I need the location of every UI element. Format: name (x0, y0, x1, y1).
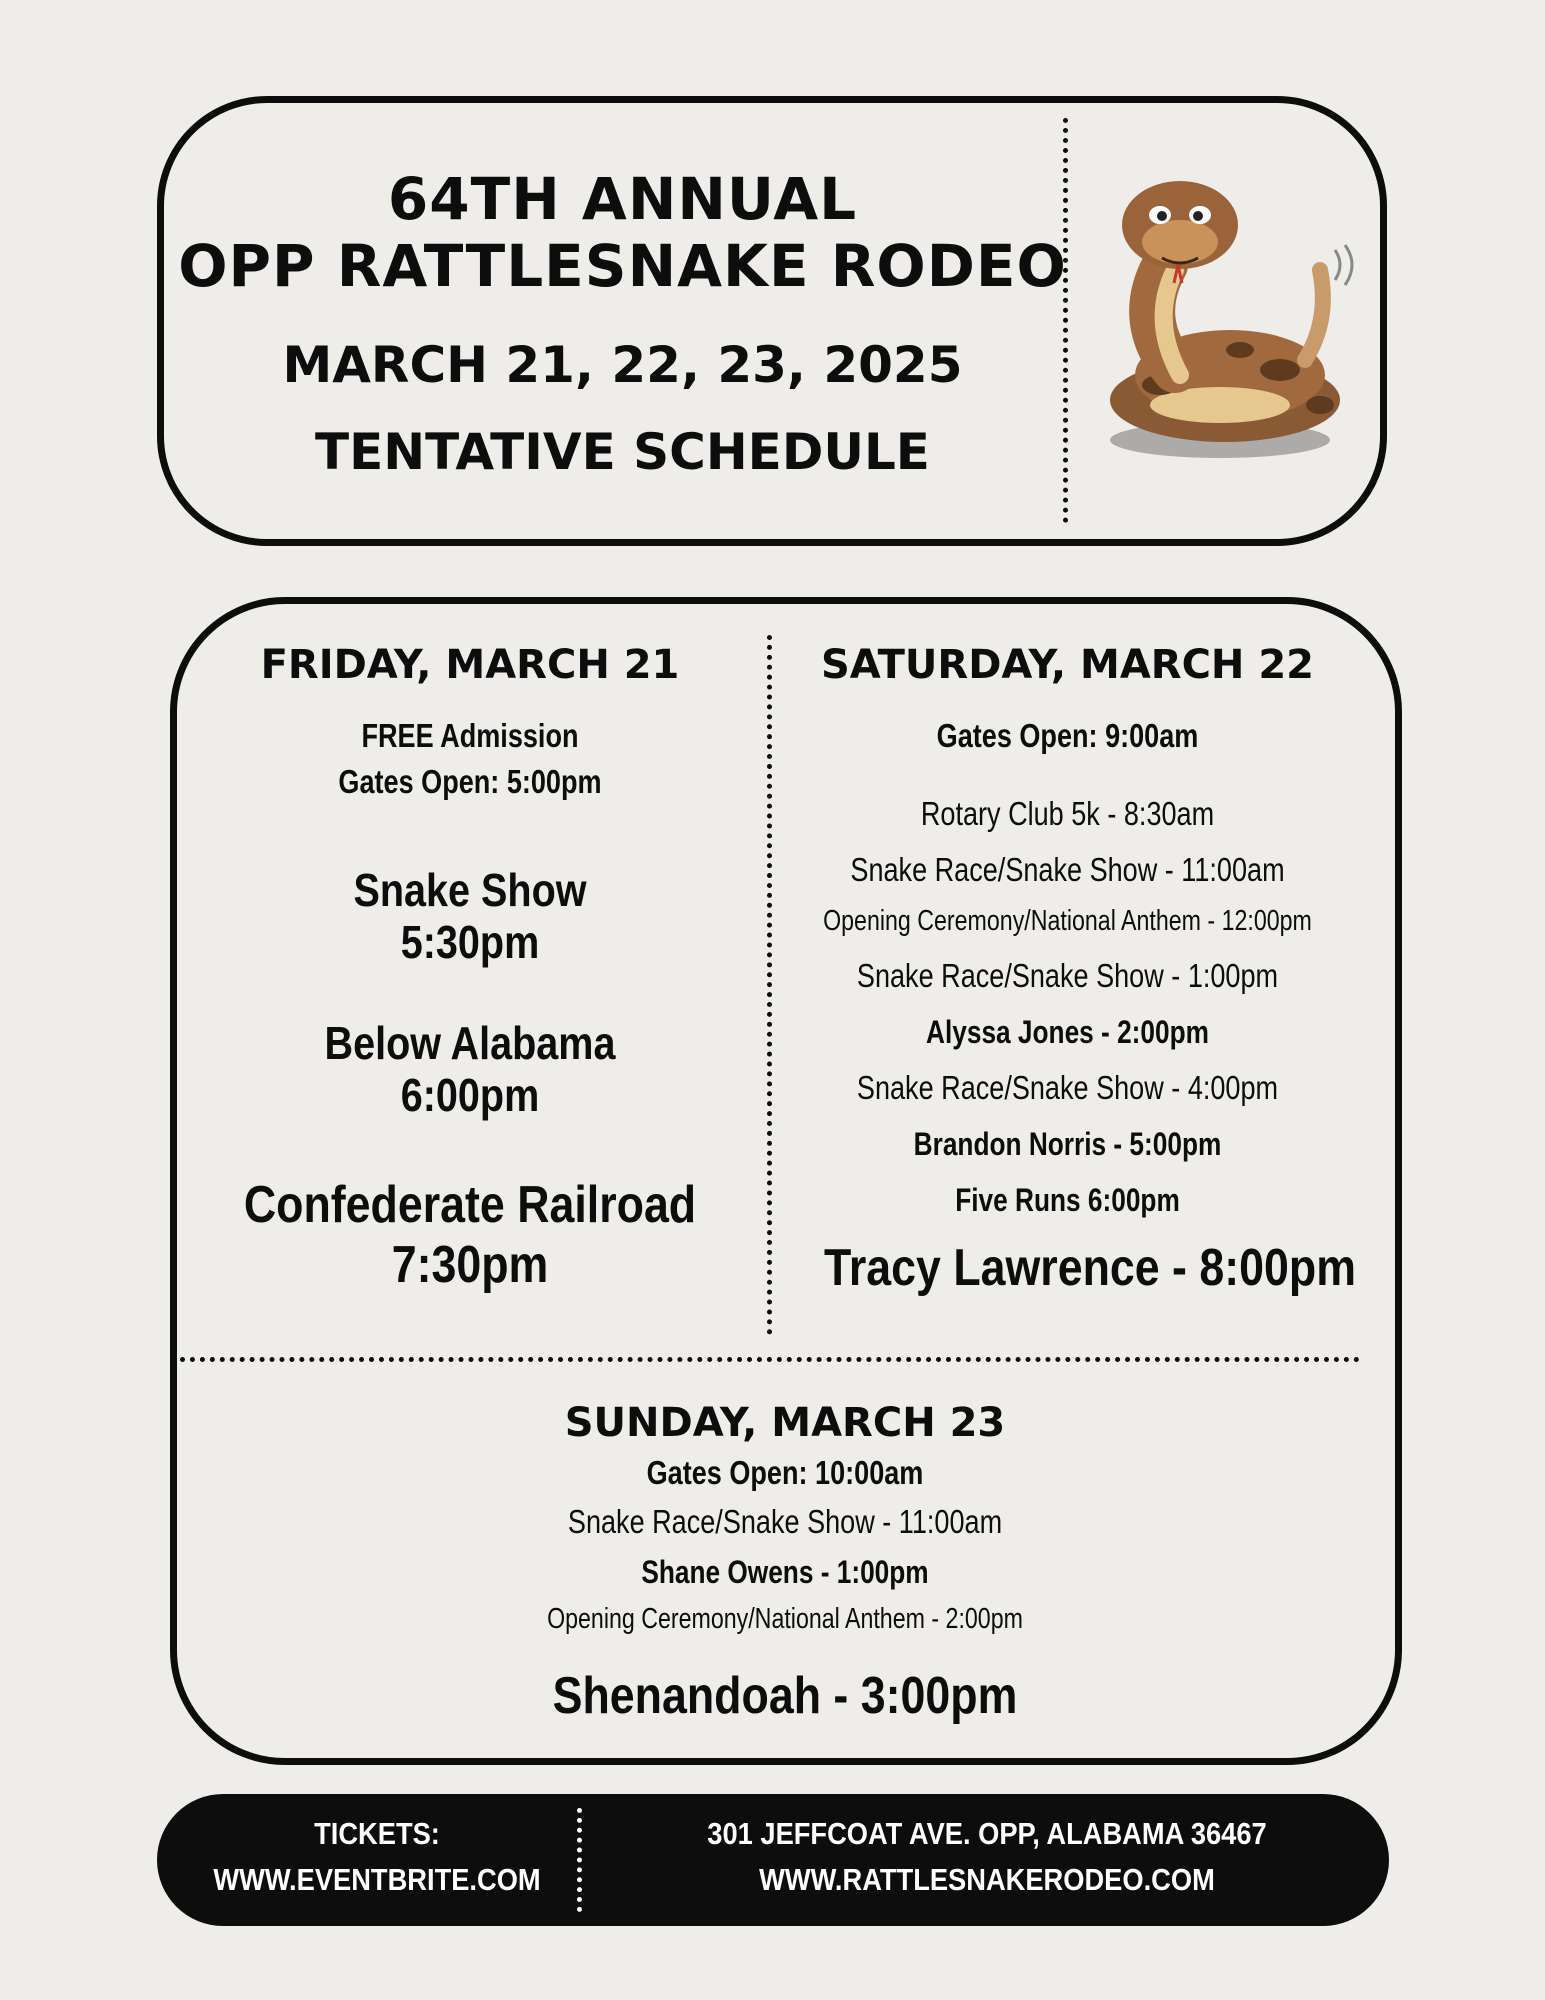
saturday-event: Snake Race/Snake Show - 11:00am (850, 851, 1285, 888)
schedule-column-divider (767, 635, 772, 1335)
sunday-headliner: Shenandoah - 3:00pm (552, 1667, 1018, 1725)
saturday-act: Five Runs 6:00pm (955, 1182, 1180, 1218)
sunday-gates: Gates Open: 10:00am (646, 1454, 924, 1491)
friday-admission: FREE Admission (361, 717, 579, 754)
rattlesnake-icon (1080, 170, 1360, 470)
friday-act-time: 7:30pm (391, 1236, 549, 1294)
saturday-act: Alyssa Jones - 2:00pm (926, 1014, 1209, 1050)
event-title-line2: OPP RATTLESNAKE RODEO (178, 232, 1067, 300)
saturday-event: Rotary Club 5k - 8:30am (920, 795, 1215, 832)
friday-gates: Gates Open: 5:00pm (338, 763, 602, 800)
schedule-subtitle: TENTATIVE SCHEDULE (315, 423, 930, 481)
website-link[interactable]: WWW.RATTLESNAKERODEO.COM (759, 1862, 1215, 1897)
friday-heading: FRIDAY, MARCH 21 (260, 642, 680, 688)
friday-act-name: Snake Show (353, 864, 587, 916)
sunday-event: Snake Race/Snake Show - 11:00am (567, 1503, 1003, 1540)
saturday-act: Brandon Norris - 5:00pm (913, 1126, 1222, 1162)
event-dates: MARCH 21, 22, 23, 2025 (282, 336, 963, 394)
schedule-row-divider (180, 1357, 1360, 1362)
event-title-line1: 64TH ANNUAL (387, 165, 858, 233)
saturday-event: Snake Race/Snake Show - 1:00pm (856, 957, 1279, 994)
saturday-headliner: Tracy Lawrence - 8:00pm (824, 1239, 1356, 1297)
footer-bar (157, 1794, 1389, 1926)
friday-act-name: Below Alabama (324, 1017, 616, 1069)
sunday-act: Shane Owens - 1:00pm (641, 1554, 929, 1590)
friday-act-name: Confederate Railroad (243, 1176, 697, 1234)
friday-act-time: 5:30pm (400, 916, 540, 968)
sunday-heading: SUNDAY, MARCH 23 (564, 1400, 1006, 1446)
footer-divider (577, 1808, 582, 1912)
sunday-event: Opening Ceremony/National Anthem - 2:00pm (547, 1603, 1023, 1635)
venue-address: 301 JEFFCOAT AVE. OPP, ALABAMA 36467 (707, 1816, 1267, 1851)
friday-act-time: 6:00pm (400, 1069, 540, 1121)
tickets-link[interactable]: WWW.EVENTBRITE.COM (213, 1862, 541, 1897)
saturday-event: Opening Ceremony/National Anthem - 12:00pm (823, 905, 1312, 937)
saturday-event: Snake Race/Snake Show - 4:00pm (856, 1069, 1279, 1106)
saturday-heading: SATURDAY, MARCH 22 (820, 642, 1314, 688)
saturday-gates: Gates Open: 9:00am (936, 717, 1199, 754)
tickets-label: TICKETS: (314, 1816, 440, 1851)
